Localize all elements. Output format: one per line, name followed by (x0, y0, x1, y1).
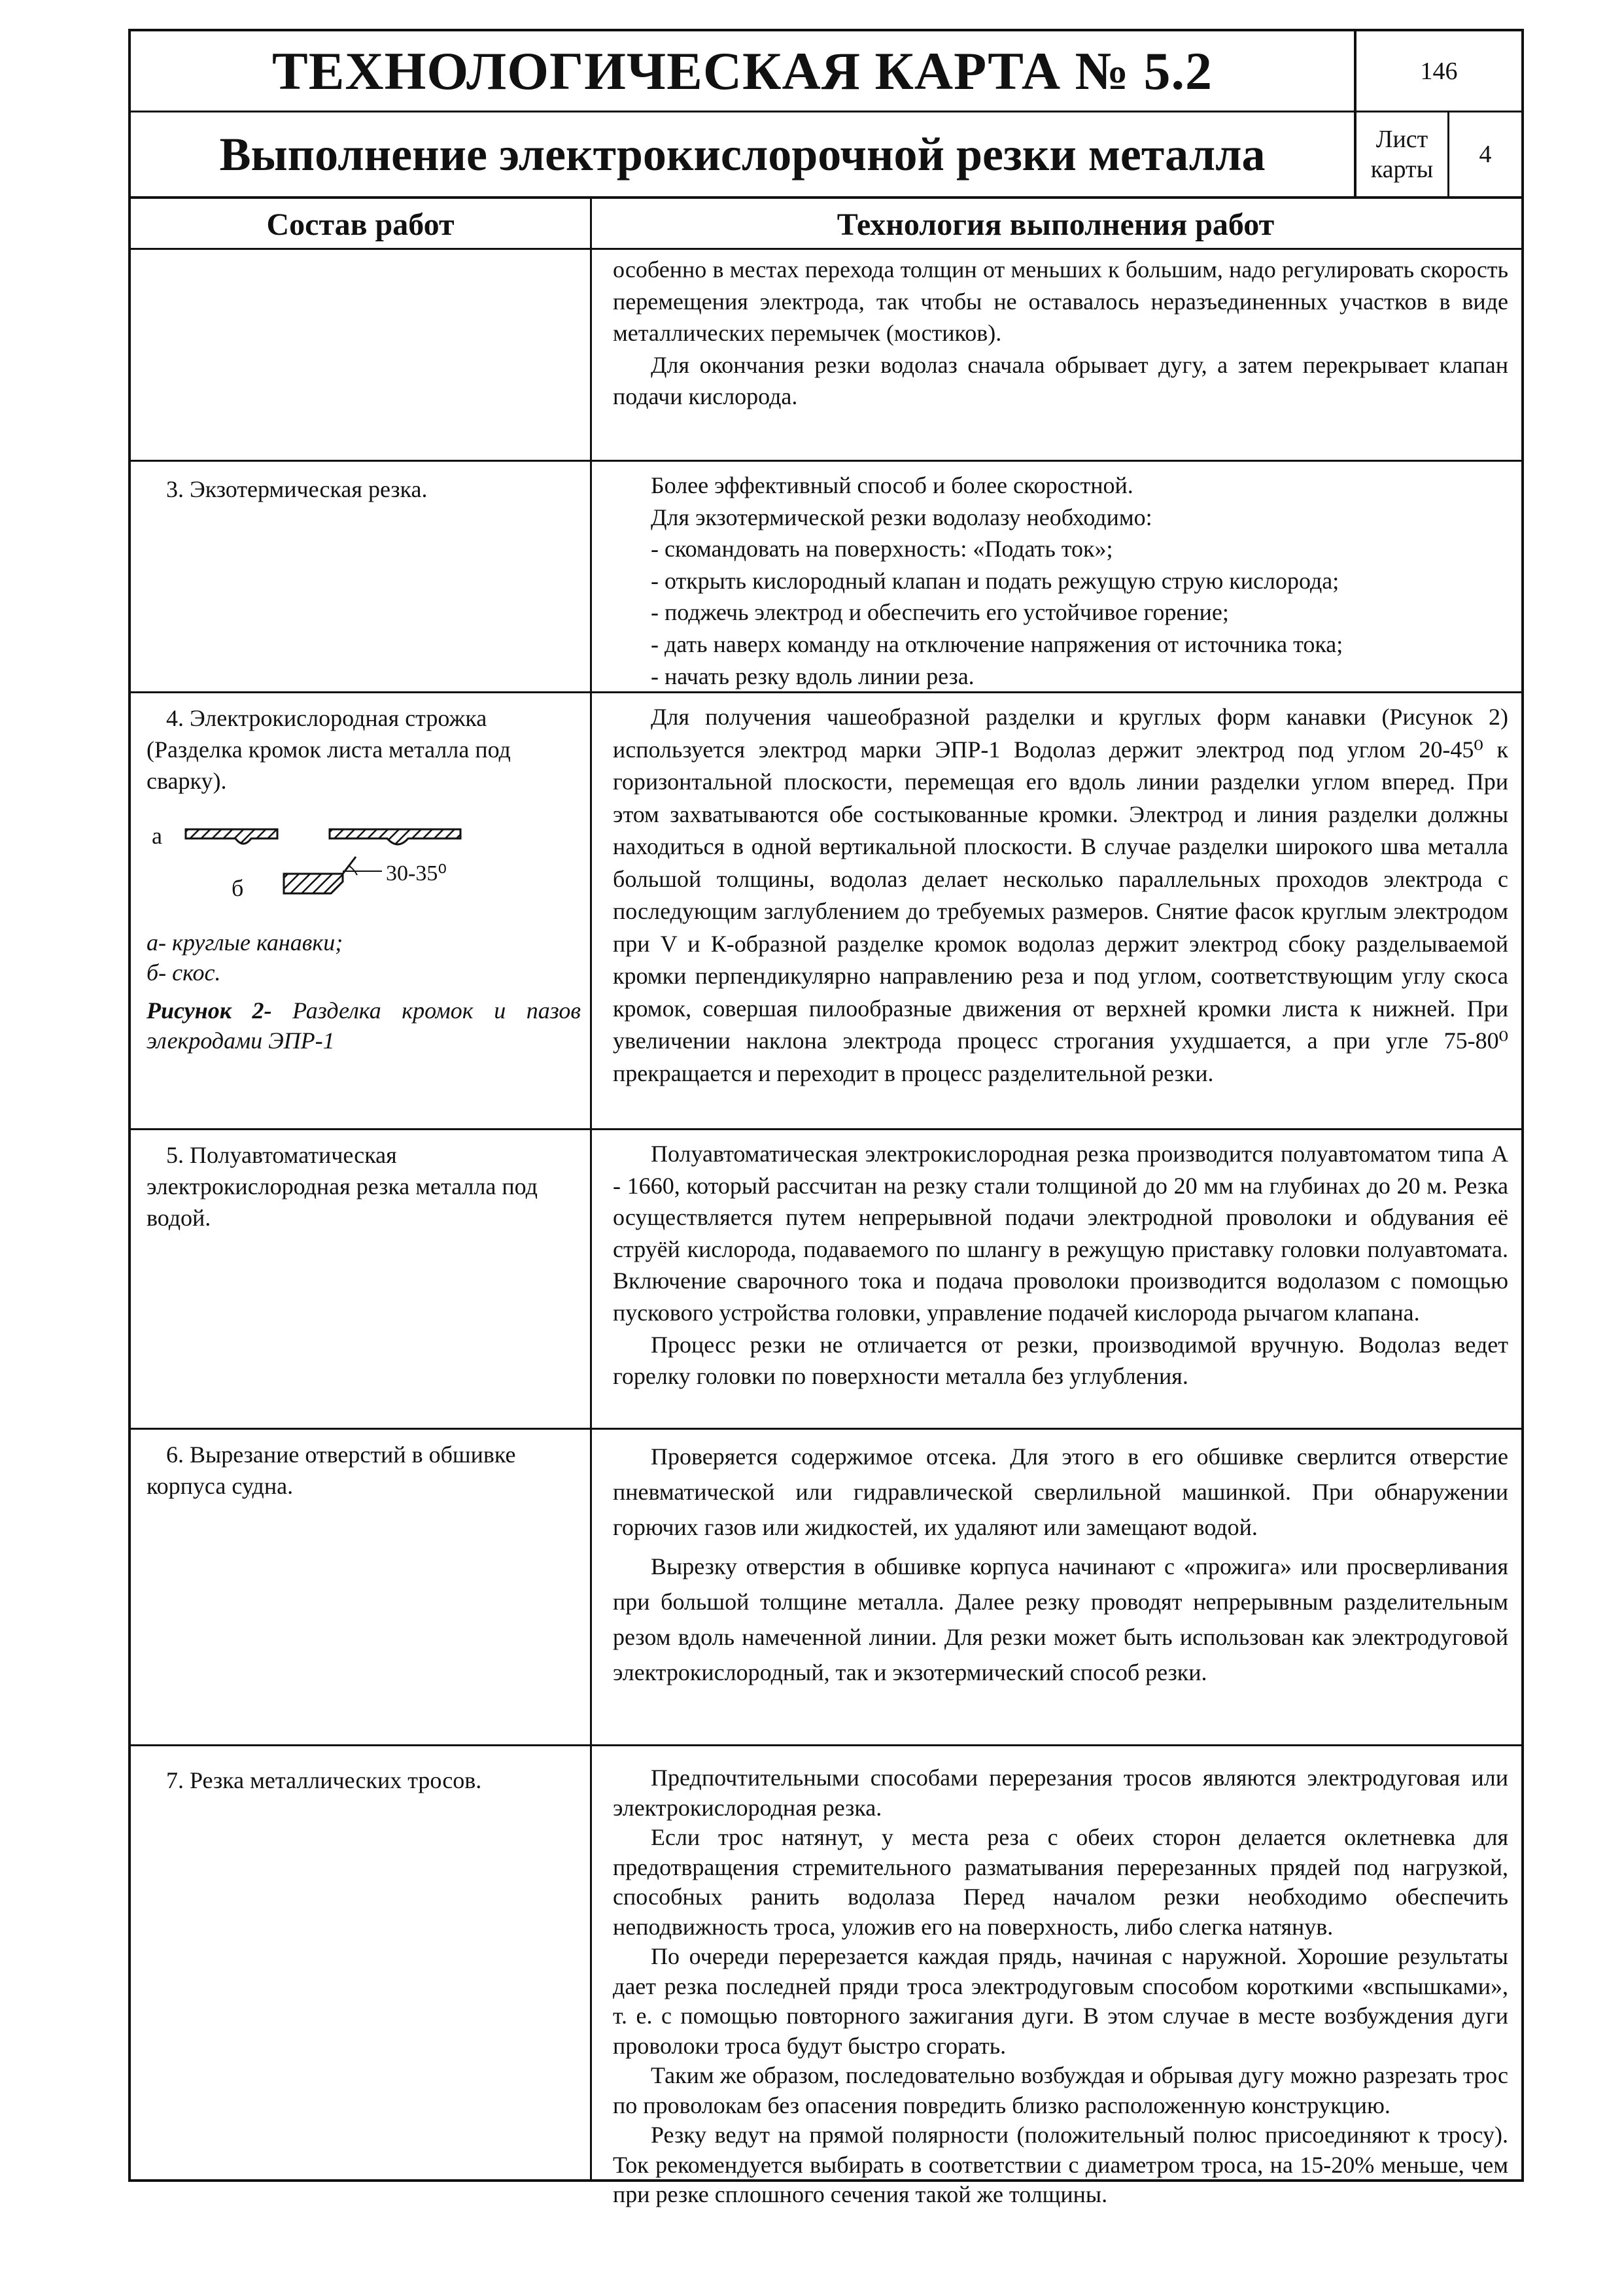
table-row (131, 1746, 1521, 2207)
operation-cell: 6. Вырезание отверстий в обшивке корпуса судна. (147, 1441, 516, 1499)
paragraph: По очереди перерезается каждая прядь, начиная с наружной. Хорошие результаты дает резка последней пряди троса электродуговым способом короткими «вспышками», т. е. с помощью повторного зажигания дуги. В этом случае в месте возбуждения дуги проволоки троса будут быстро сгорать. (613, 1943, 1508, 2059)
plate-round-groove-1 (186, 829, 277, 844)
card-title: ТЕХНОЛОГИЧЕСКАЯ КАРТА № 5.2 (131, 31, 1356, 112)
paragraph: Если трос натянут, у места реза с обеих сторон делается оклетневка для предотвращения стремительного разматывания перерезанных прядей под нагрузкой, способных ранить водолаза Перед началом резки необходимо обеспечить неподвижность троса, уложив его на поверхность, либо слегка натянув. (613, 1824, 1508, 1940)
figure-legend-a: а- круглые канавки; (147, 929, 343, 956)
list-item: - начать резку вдоль линии реза. (651, 663, 975, 689)
figure-legend-b: б- скос. (147, 959, 221, 986)
operation-cell: 7. Резка металлических тросов. (166, 1767, 482, 1793)
page-number: 146 (1356, 31, 1521, 112)
angle-label: 30-35⁰ (386, 861, 447, 886)
operation-cell: 5. Полуавтоматическая электрокислородная резка металла под водой. (147, 1142, 538, 1231)
plate-round-groove-2 (330, 829, 460, 844)
table-row (131, 1130, 1521, 1430)
figure-label-b: б (232, 875, 244, 901)
table-row (131, 462, 1521, 693)
paragraph: Для окончания резки водолаз сначала обрывает дугу, а затем перекрывает клапан подачи кислорода. (613, 351, 1508, 410)
operation-cell (131, 250, 590, 262)
paragraph: особенно в местах перехода толщин от меньших к большим, надо регулировать скорость перемещения электрода, так чтобы не оставалось неразъединенных участков в виде металлических перемычек (мостиков). (613, 256, 1508, 347)
figure-edge-preparation (147, 803, 552, 921)
technology-cell (592, 1130, 1521, 1392)
technological-card (128, 29, 1524, 2207)
figure-caption-text: Разделка кромок и пазов элекродами ЭПР-1 (147, 997, 581, 1054)
table-row (131, 250, 1521, 462)
paragraph: Для экзотермической резки водолазу необходимо: (651, 504, 1152, 530)
technology-cell (592, 693, 1521, 1090)
technology-cell (592, 250, 1521, 413)
paragraph: Процесс резки не отличается от резки, производимой вручную. Водолаз ведет горелку головки по поверхности металла без углубления. (613, 1331, 1508, 1390)
list-item: - поджечь электрод и обеспечить его устойчивое горение; (651, 599, 1229, 626)
card-subtitle: Выполнение электрокислорочной резки металла (131, 112, 1356, 196)
paragraph: Проверяется содержимое отсека. Для этого в его обшивке сверлится отверстие пневматической или гидравлической сверлильной машинкой. При обнаружении горючих газов или жидкостей, их удаляют или замещают водой. (613, 1443, 1508, 1540)
paragraph: Полуавтоматическая электрокислородная резка производится полуавтоматом типа А - 1660, который рассчитан на резку стали толщиной до 20 мм на глубинах до 20 м. Резка осуществляется путем непрерывной подачи электродной проволоки и обдувания её струёй кислорода, подаваемого по шлангу в режущую приставку головки полуавтомата. Включение сварочного тока и подача проволоки производится водолазом с помощью пускового устройства головки, управление подачей кислорода рычагом клапана. (613, 1141, 1508, 1326)
paragraph: Таким же образом, последовательно возбуждая и обрывая дугу можно разрезать трос по проволокам без опасения повредить близко расположенную конструкцию. (613, 2062, 1508, 2118)
column-header-row (131, 196, 1521, 250)
technology-cell (592, 1746, 1521, 2210)
column-header-operations: Состав работ (266, 207, 455, 242)
table-row (131, 693, 1521, 1130)
list-item: - открыть кислородный клапан и подать режущую струю кислорода; (651, 567, 1339, 594)
table-row (131, 1430, 1521, 1746)
paragraph: Предпочтительными способами перерезания тросов являются электродуговая или электрокислородная резка. (613, 1765, 1508, 1821)
technology-cell (592, 462, 1521, 692)
paragraph: Более эффективный способ и более скоростной. (651, 472, 1133, 498)
column-header-technology: Технология выполнения работ (837, 207, 1275, 242)
paragraph: Вырезку отверстия в обшивке корпуса начинают с «прожига» или просверливания при большой толщине металла. Далее резку проводят непрерывным разделительным резом вдоль намеченной линии. Для резки может быть использован как электродуговой электрокислородный, так и экзотермический способ резки. (613, 1553, 1508, 1685)
figure-label-a: а (152, 823, 162, 849)
paragraph: Для получения чашеобразной разделки и круглых форм канавки (Рисунок 2) используется электрод марки ЭПР-1 Водолаз держит электрод под углом 20-45⁰ к горизонтальной плоскости, перемещая его вдоль линии разделки углом вперед. При этом захватываются обе состыкованные кромки. Электрод и линия разделки должны находиться в одной вертикальной плоскости. В случае разделки широкого шва металла большой толщины, водолаз делает несколько параллельных проходов электрода с последующим заглублением до требуемых размеров. Снятие фасок круглым электродом при V и К-образной разделке кромок водолаз держит электрод сбоку разделываемой кромки перпендикулярно направлению реза и под углом, соответствующим углу скоса кромок, совершая пилообразные движения от верхней кромки листа к нижней. При увеличении наклона электрода процесс строгания ухудшается, а при угле 75-80⁰ прекращается и переходит в процесс разделительной резки. (613, 704, 1508, 1086)
technology-cell (592, 1430, 1521, 1690)
figure-caption (147, 995, 581, 1056)
list-item: - дать наверх команду на отключение напряжения от источника тока; (651, 630, 1343, 657)
sheet-label: Лист карты (1356, 112, 1449, 196)
figure-caption-label: Рисунок 2- (147, 997, 272, 1024)
paragraph: Резку ведут на прямой полярности (положительный полюс присоединяют к тросу). Ток рекомендуется выбирать в соответствии с диаметром троса, на 15-20% меньше, чем при резке сплошного сечения такой же толщины. (613, 2122, 1508, 2207)
list-item: - скомандовать на поверхность: «Подать ток»; (651, 536, 1113, 562)
edge-preparation-diagram (147, 803, 552, 921)
plate-bevel (284, 874, 343, 893)
operation-cell (131, 693, 590, 1056)
sheet-number: 4 (1479, 141, 1492, 168)
operation-label: 4. Электрокислородная строжка (Разделка кромок листа металла под сварку). (147, 705, 511, 794)
operation-cell: 3. Экзотермическая резка. (166, 476, 428, 502)
